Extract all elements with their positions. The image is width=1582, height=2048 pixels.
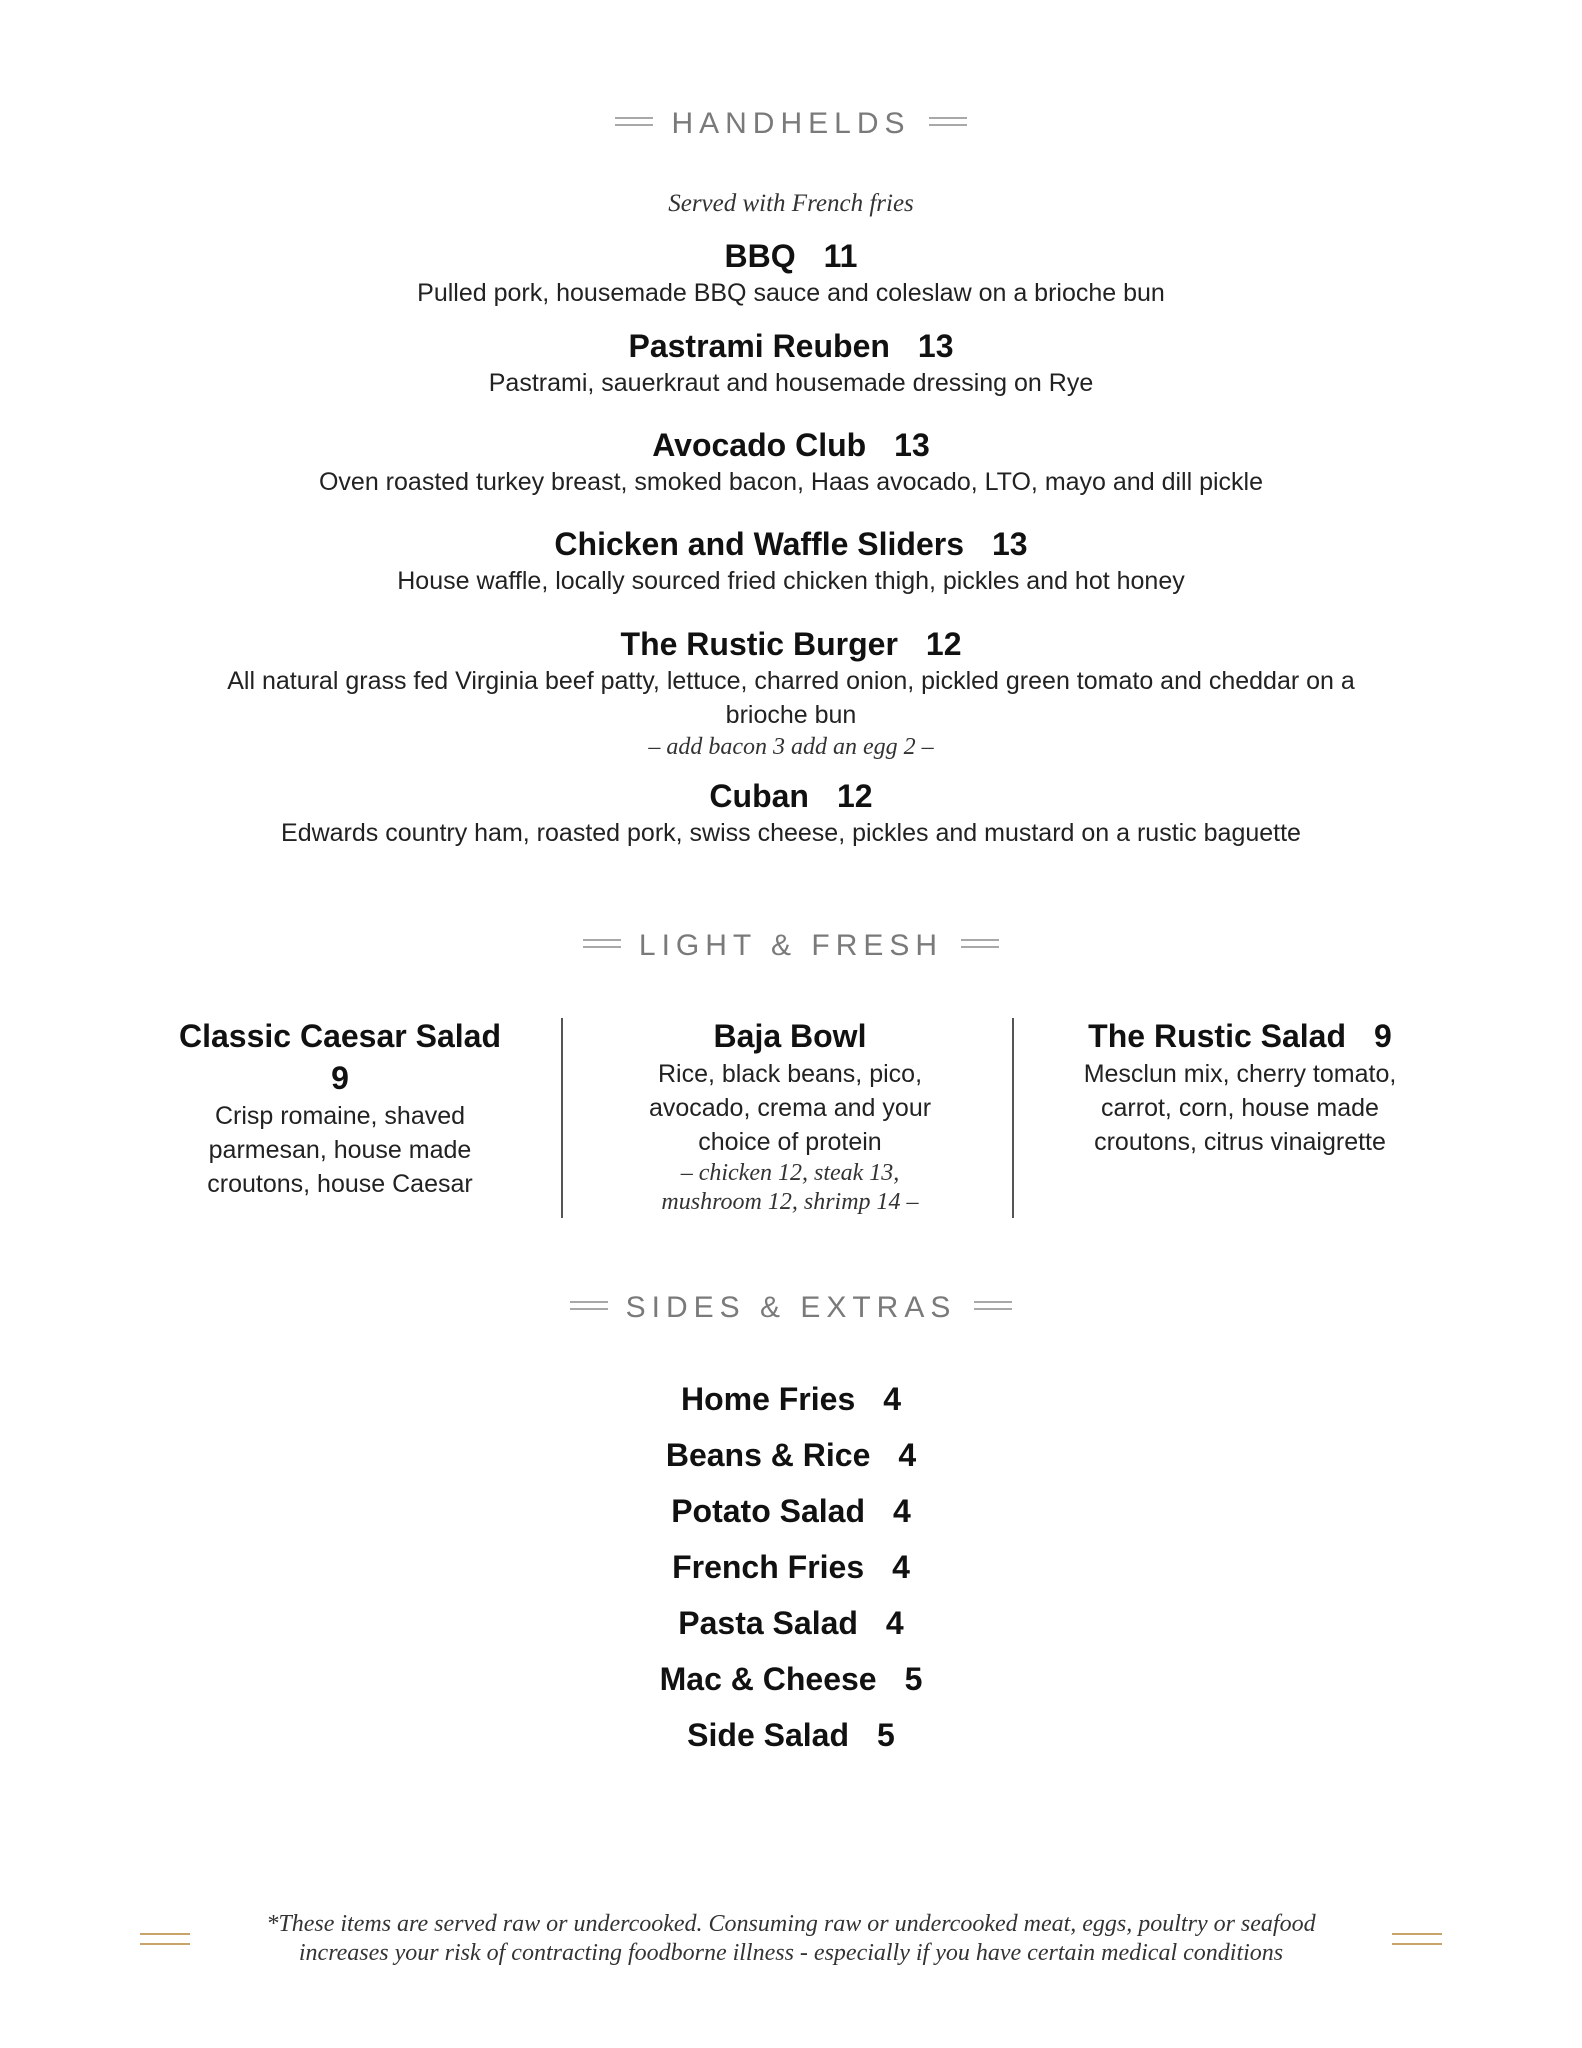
header-rule-right xyxy=(961,939,999,948)
menu-item xyxy=(0,524,1582,598)
item-name: The Rustic Burger xyxy=(620,626,898,662)
disclaimer-line: *These items are served raw or undercooked. Consuming raw or undercooked meat, eggs, poultry or seafood xyxy=(266,1911,1316,1937)
section-title: SIDES & EXTRAS xyxy=(625,1291,957,1325)
item-price: 13 xyxy=(991,526,1028,562)
list-item xyxy=(0,1483,1582,1539)
item-price: 9 xyxy=(331,1060,349,1096)
handhelds-subtitle: Served with French fries xyxy=(668,190,914,217)
list-item xyxy=(0,1427,1582,1483)
item-title xyxy=(0,776,1582,816)
header-rule-left xyxy=(583,939,621,948)
item-name: Avocado Club xyxy=(652,427,867,463)
item-price: 5 xyxy=(877,1717,895,1753)
section-title: HANDHELDS xyxy=(671,107,911,141)
item-price: 4 xyxy=(893,1493,911,1529)
item-description-line: Mesclun mix, cherry tomato, xyxy=(1083,1060,1397,1088)
menu-item xyxy=(0,326,1582,400)
item-price: 12 xyxy=(836,778,873,814)
item-description: Oven roasted turkey breast, smoked bacon, Haas avocado, LTO, mayo and dill pickle xyxy=(318,468,1263,496)
item-title xyxy=(0,425,1582,465)
menu-item xyxy=(0,236,1582,310)
item-description-line: choice of protein xyxy=(698,1128,882,1156)
item-protein-note: – chicken 12, steak 13, xyxy=(680,1160,900,1186)
allergy-disclaimer xyxy=(0,1910,1582,1968)
item-name: BBQ xyxy=(724,238,796,274)
item-price: 4 xyxy=(898,1437,917,1473)
item-name: Pastrami Reuben xyxy=(628,328,890,364)
item-description: Pastrami, sauerkraut and housemade dressing on Rye xyxy=(488,369,1094,397)
item-price: 4 xyxy=(885,1605,904,1641)
item-name: Pasta Salad xyxy=(678,1605,858,1641)
sides-list xyxy=(0,1371,1582,1763)
item-price: 13 xyxy=(917,328,954,364)
item-name: Home Fries xyxy=(680,1381,856,1417)
section-header-sides xyxy=(0,1290,1582,1325)
section-header-handhelds xyxy=(0,106,1582,141)
item-description-line: avocado, crema and your xyxy=(648,1094,932,1122)
item-name: The Rustic Salad xyxy=(1088,1018,1347,1054)
item-title xyxy=(0,524,1582,564)
section-title: LIGHT & FRESH xyxy=(638,929,944,963)
item-price: 4 xyxy=(892,1549,910,1585)
item-price: 5 xyxy=(904,1661,923,1697)
item-description-line: Crisp romaine, shaved xyxy=(214,1102,466,1130)
item-title xyxy=(1050,1015,1430,1057)
item-name: French Fries xyxy=(672,1549,865,1585)
list-item xyxy=(0,1539,1582,1595)
item-description-line: carrot, corn, house made xyxy=(1101,1094,1379,1122)
disclaimer-line: increases your risk of contracting foodborne illness - especially if you have certain medical conditions xyxy=(298,1940,1284,1966)
menu-item xyxy=(0,425,1582,499)
item-description: All natural grass fed Virginia beef patty, lettuce, charred onion, pickled green tomato and cheddar on a xyxy=(227,667,1355,695)
item-price: 13 xyxy=(894,427,930,463)
item-name: Classic Caesar Salad xyxy=(179,1018,501,1054)
list-item xyxy=(0,1595,1582,1651)
item-title xyxy=(0,236,1582,276)
item-title xyxy=(0,624,1582,664)
item-description-line: Rice, black beans, pico, xyxy=(657,1060,923,1088)
item-name: Side Salad xyxy=(687,1717,850,1753)
header-rule-right xyxy=(974,1301,1012,1310)
item-name: Cuban xyxy=(709,778,809,814)
item-protein-note: mushroom 12, shrimp 14 – xyxy=(661,1189,919,1215)
column-divider xyxy=(1012,1018,1014,1218)
item-description: Pulled pork, housemade BBQ sauce and coleslaw on a brioche bun xyxy=(417,279,1165,307)
list-item xyxy=(0,1651,1582,1707)
item-price: 9 xyxy=(1374,1018,1392,1054)
item-description: Edwards country ham, roasted pork, swiss cheese, pickles and mustard on a rustic baguette xyxy=(281,819,1301,847)
item-description-line: croutons, house Caesar xyxy=(207,1170,473,1198)
item-price: 4 xyxy=(883,1381,902,1417)
header-rule-left xyxy=(570,1301,608,1310)
item-name: Beans & Rice xyxy=(665,1437,871,1473)
salad-column-caesar xyxy=(150,1015,530,1201)
salad-column-rustic xyxy=(1050,1015,1430,1159)
salad-column-baja xyxy=(600,1015,980,1217)
item-name: Potato Salad xyxy=(671,1493,865,1529)
menu-item xyxy=(0,776,1582,850)
item-title xyxy=(0,326,1582,366)
item-price: 11 xyxy=(823,238,858,274)
item-name: Baja Bowl xyxy=(713,1018,867,1054)
list-item xyxy=(0,1707,1582,1763)
item-name: Chicken and Waffle Sliders xyxy=(554,526,964,562)
menu-item xyxy=(0,624,1582,762)
header-rule-right xyxy=(929,117,967,126)
item-price: 12 xyxy=(925,626,962,662)
item-name: Mac & Cheese xyxy=(659,1661,877,1697)
item-description-line: croutons, citrus vinaigrette xyxy=(1094,1128,1386,1156)
item-description-cont: brioche bun xyxy=(725,701,857,729)
list-item xyxy=(0,1371,1582,1427)
item-addon-note: – add bacon 3 add an egg 2 – xyxy=(648,734,934,760)
item-description-line: parmesan, house made xyxy=(208,1136,472,1164)
header-rule-left xyxy=(615,117,653,126)
item-description: House waffle, locally sourced fried chicken thigh, pickles and hot honey xyxy=(397,567,1185,595)
column-divider xyxy=(561,1018,563,1218)
section-header-light-fresh xyxy=(0,928,1582,963)
